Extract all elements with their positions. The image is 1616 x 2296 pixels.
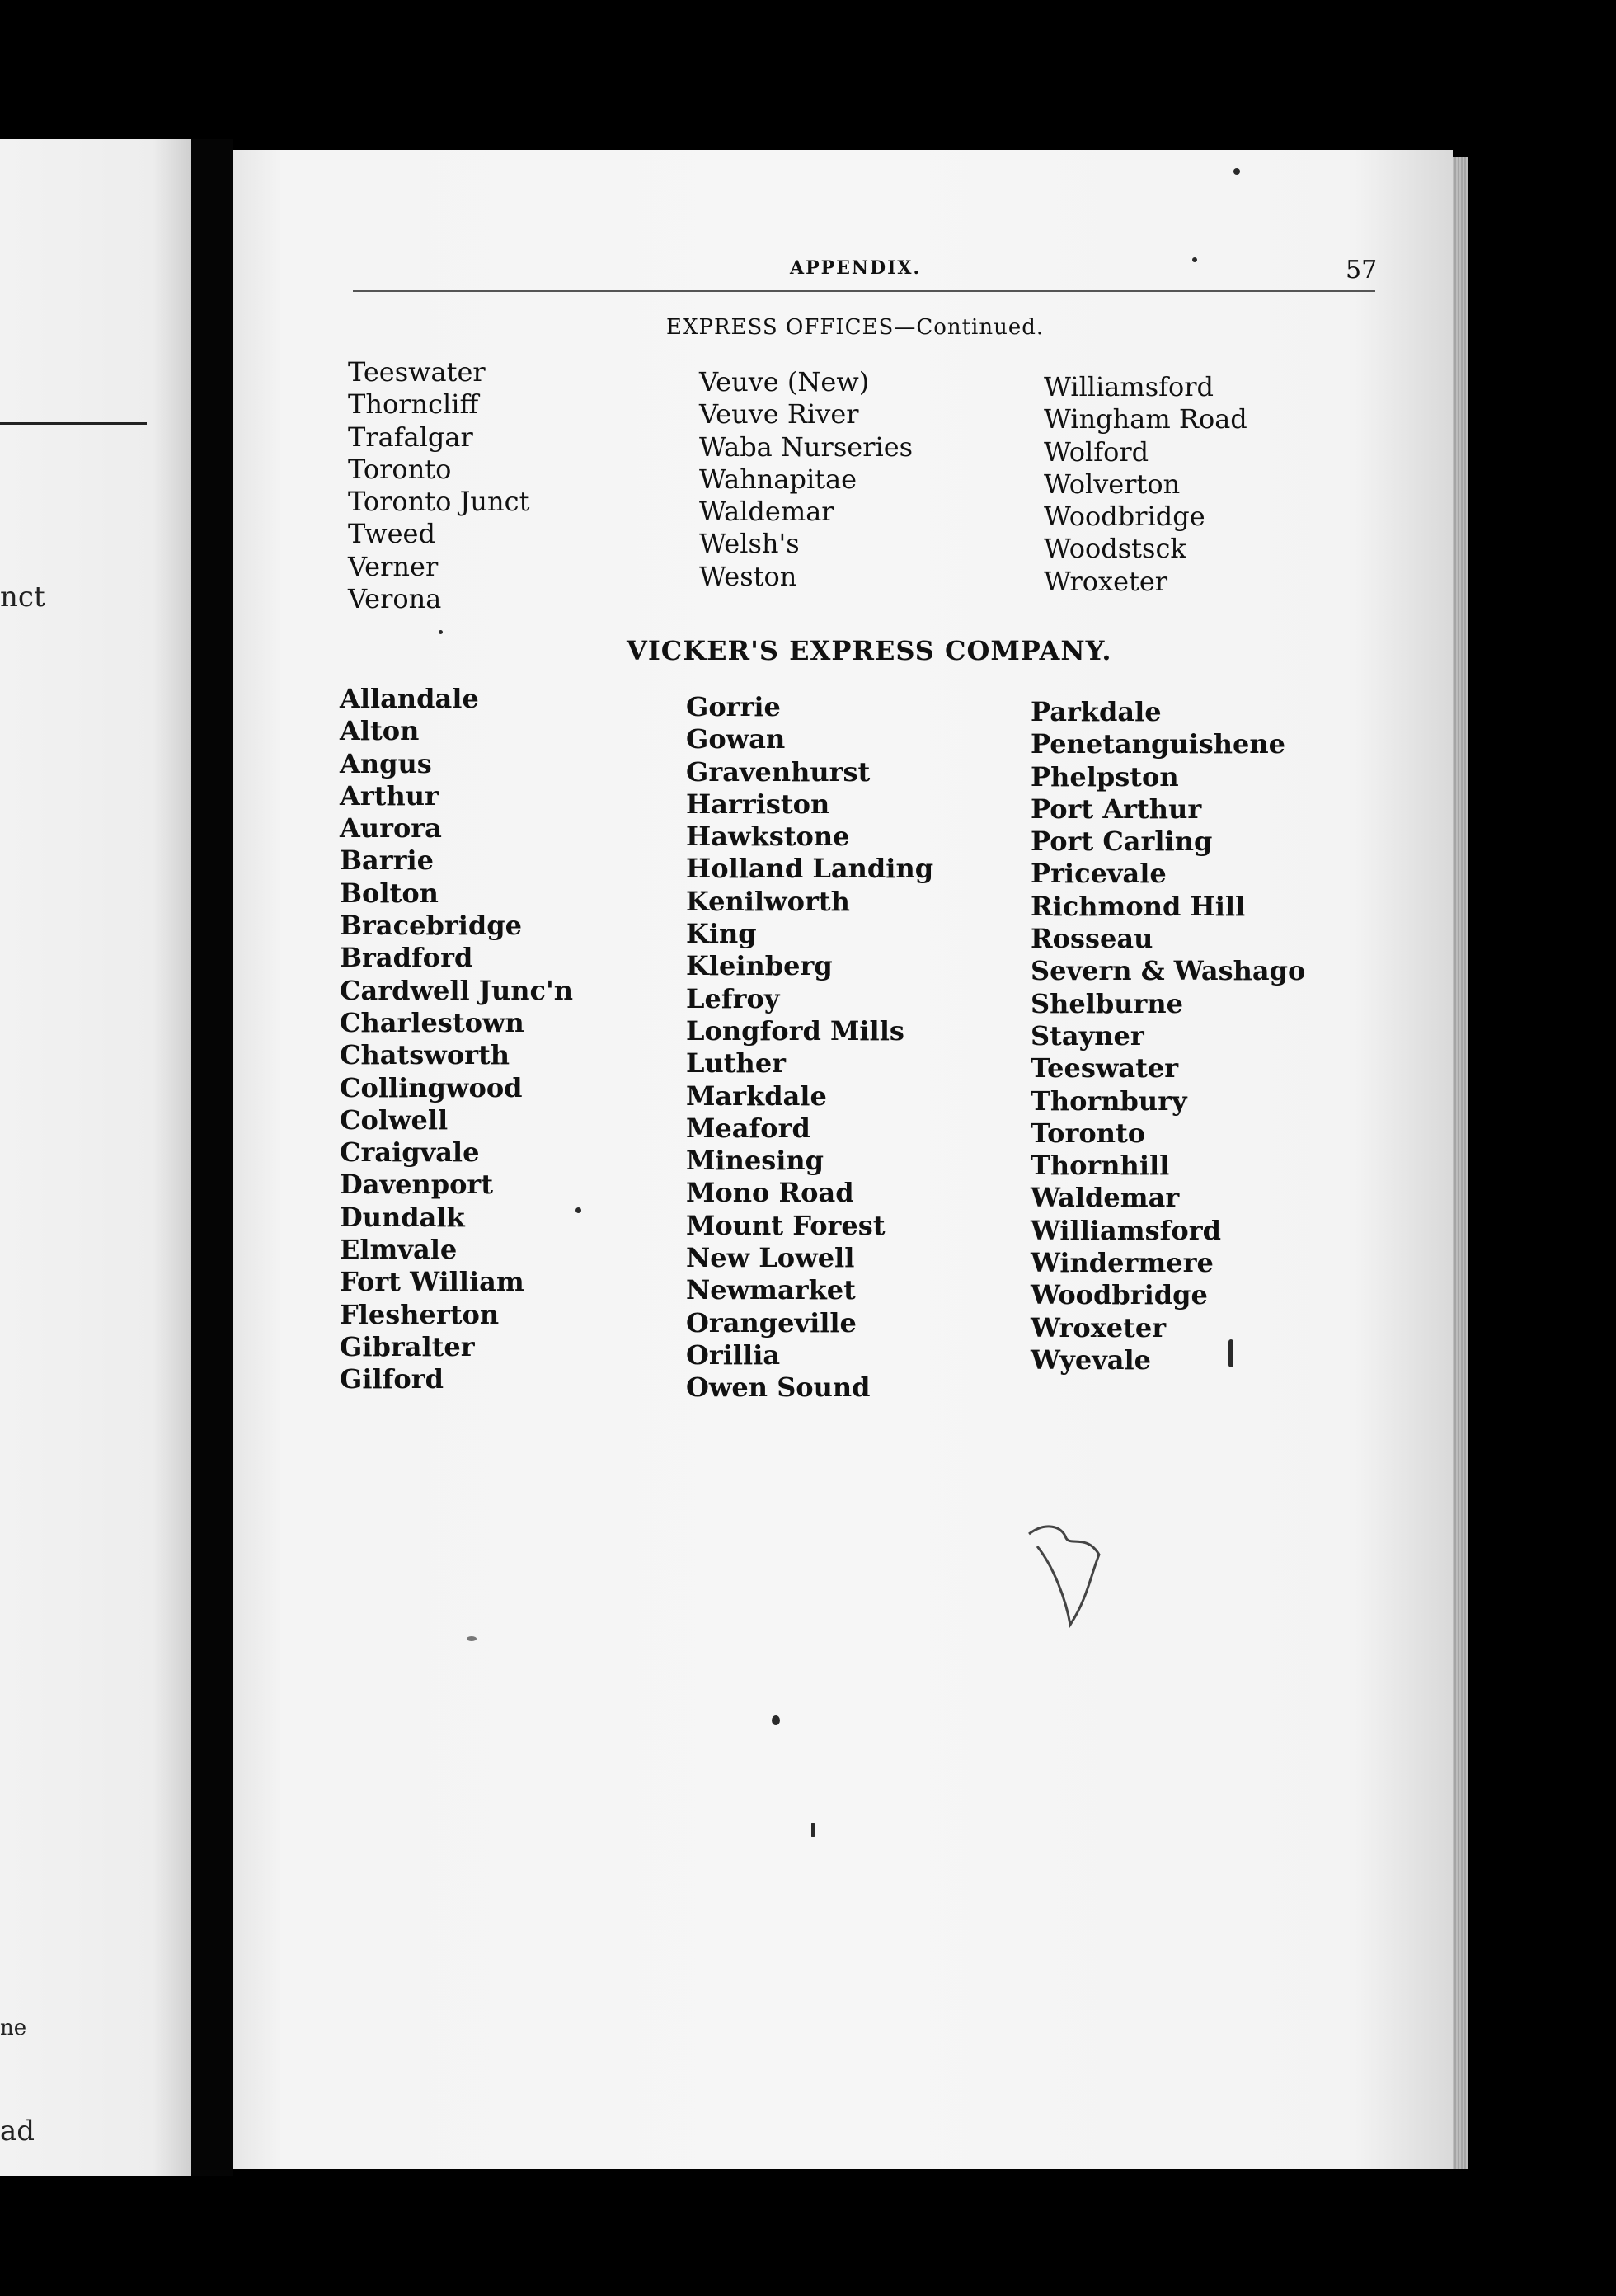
list-item: Windermere — [1031, 1247, 1214, 1279]
list-item: Phelpston — [1031, 760, 1179, 793]
list-item: Toronto — [1031, 1117, 1146, 1149]
list-item: Veuve (New) — [699, 366, 870, 398]
list-item: Teeswater — [348, 356, 486, 388]
list-item: Davenport — [340, 1169, 494, 1201]
list-item: New Lowell — [686, 1242, 855, 1274]
list-item: Wolverton — [1044, 468, 1181, 500]
list-item: Bradford — [340, 942, 473, 974]
express-offices-column-1 — [348, 356, 529, 615]
list-item: Elmvale — [340, 1234, 458, 1266]
list-item: Orillia — [686, 1339, 781, 1371]
list-item: Dundalk — [340, 1201, 465, 1233]
header-rule — [353, 290, 1375, 292]
list-item: Owen Sound — [686, 1371, 871, 1404]
list-item: Aurora — [340, 812, 442, 845]
list-item: Cardwell Junc'n — [340, 974, 574, 1006]
express-offices-column-3 — [1044, 371, 1247, 598]
list-item: Trafalgar — [348, 421, 473, 453]
list-item: Luther — [686, 1047, 787, 1080]
vickers-express-heading: VICKER'S EXPRESS COMPANY. — [627, 635, 1112, 666]
list-item: Wahnapitae — [699, 463, 857, 495]
list-item: Waldemar — [1031, 1182, 1180, 1214]
list-item: Waba Nurseries — [699, 430, 914, 463]
list-item: Weston — [699, 560, 797, 592]
list-item: Stayner — [1031, 1019, 1144, 1052]
list-item: Woodstsck — [1044, 533, 1186, 565]
list-item: Wroxeter — [1044, 565, 1168, 597]
list-item: Woodbridge — [1031, 1279, 1208, 1311]
list-item: Shelburne — [1031, 987, 1184, 1019]
list-item: Chatsworth — [340, 1039, 510, 1071]
list-item: Markdale — [686, 1080, 827, 1112]
list-item: Arthur — [340, 779, 439, 812]
list-item: Meaford — [686, 1112, 810, 1144]
list-item: Longford Mills — [686, 1014, 904, 1047]
vickers-column-1 — [340, 683, 573, 1396]
list-item: Penetanguishene — [1031, 728, 1286, 760]
list-item: Bracebridge — [340, 910, 522, 942]
list-item: Port Arthur — [1031, 793, 1202, 825]
list-item: Kleinberg — [686, 950, 833, 982]
ink-speck — [575, 1207, 581, 1213]
previous-page — [0, 139, 191, 2176]
list-item: Flesherton — [340, 1298, 500, 1330]
pencil-scribble — [1021, 1517, 1111, 1633]
list-item: Woodbridge — [1044, 501, 1205, 533]
list-item: Thornhill — [1031, 1150, 1170, 1182]
list-item: Parkdale — [1031, 696, 1162, 727]
express-offices-heading: EXPRESS OFFICES—Continued. — [666, 315, 1045, 340]
list-item: Gowan — [686, 723, 786, 755]
list-item: Wingham Road — [1044, 403, 1247, 435]
list-item: Wroxeter — [1031, 1311, 1167, 1343]
list-item: Barrie — [340, 845, 435, 877]
list-item: Williamsford — [1031, 1214, 1221, 1246]
list-item: Craigvale — [340, 1136, 480, 1169]
list-item: Port Carling — [1031, 826, 1213, 858]
list-item: Harriston — [686, 788, 830, 820]
previous-page-rule — [0, 422, 147, 425]
list-item: Teeswater — [1031, 1052, 1179, 1084]
list-item: Bolton — [340, 877, 439, 909]
list-item: Lefroy — [686, 982, 780, 1014]
ink-speck — [1192, 257, 1197, 262]
list-item: Richmond Hill — [1031, 890, 1246, 922]
list-item: Orangeville — [686, 1306, 857, 1339]
list-item: Newmarket — [686, 1274, 856, 1306]
running-head: APPENDIX. — [790, 257, 922, 279]
page-number: 57 — [1346, 256, 1378, 285]
list-item: Mount Forest — [686, 1209, 886, 1241]
list-item: Welsh's — [699, 528, 800, 560]
list-item: Pricevale — [1031, 858, 1167, 890]
list-item: Wyevale — [1031, 1343, 1152, 1376]
list-item: Alton — [340, 715, 420, 747]
ink-speck — [467, 1636, 477, 1641]
list-item: King — [686, 918, 757, 950]
page-edges — [1453, 157, 1468, 2169]
ink-speck — [1233, 168, 1240, 175]
list-item: Colwell — [340, 1103, 449, 1136]
list-item: Williamsford — [1044, 371, 1214, 402]
list-item: Tweed — [348, 518, 435, 550]
previous-page-fragment: ad — [0, 2115, 35, 2148]
list-item: Waldemar — [699, 496, 834, 528]
ink-speck — [1228, 1339, 1233, 1367]
list-item: Wolford — [1044, 435, 1149, 468]
list-item: Toronto — [348, 453, 452, 485]
list-item: Rosseau — [1031, 923, 1153, 955]
list-item: Verona — [348, 583, 442, 615]
express-offices-column-2 — [699, 366, 913, 593]
list-item: Hawkstone — [686, 821, 850, 853]
list-item: Gravenhurst — [686, 755, 871, 788]
list-item: Fort William — [340, 1266, 524, 1298]
list-item: Veuve River — [699, 398, 859, 430]
list-item: Gibralter — [340, 1330, 475, 1362]
previous-page-fragment: nct — [0, 581, 45, 614]
vickers-column-3 — [1031, 696, 1305, 1376]
vickers-column-2 — [686, 691, 933, 1404]
list-item: Holland Landing — [686, 853, 934, 885]
list-item: Severn & Washago — [1031, 955, 1306, 987]
list-item: Thornbury — [1031, 1084, 1187, 1117]
list-item: Verner — [348, 550, 439, 582]
list-item: Collingwood — [340, 1071, 523, 1103]
list-item: Allandale — [340, 683, 479, 714]
list-item: Kenilworth — [686, 885, 850, 917]
list-item: Mono Road — [686, 1177, 854, 1209]
previous-page-fragment: ne — [0, 2016, 27, 2040]
ink-speck — [439, 630, 443, 634]
list-item: Gorrie — [686, 691, 781, 722]
book-gutter — [191, 139, 233, 2176]
list-item: Gilford — [340, 1363, 444, 1395]
list-item: Minesing — [686, 1145, 824, 1177]
list-item: Charlestown — [340, 1006, 524, 1038]
list-item: Toronto Junct — [348, 486, 530, 518]
ink-speck — [772, 1715, 780, 1725]
list-item: Angus — [340, 747, 432, 779]
list-item: Thorncliff — [348, 388, 479, 421]
ink-speck — [811, 1823, 815, 1837]
